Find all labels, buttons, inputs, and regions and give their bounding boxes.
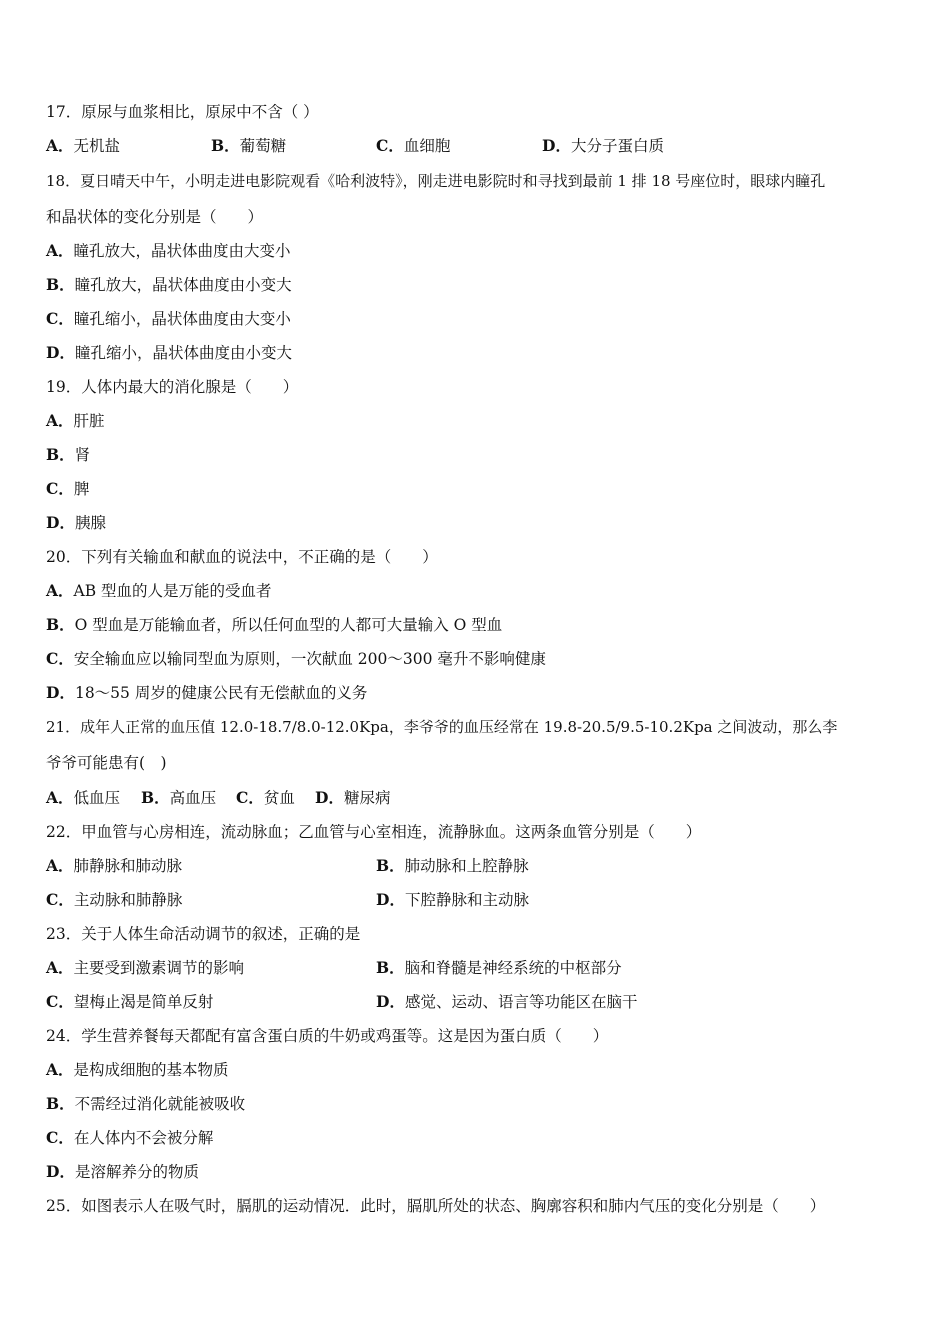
option-label: A．: [46, 1060, 74, 1079]
option-label: C．: [46, 649, 74, 668]
option-text: 瞳孔缩小，晶状体曲度由大变小: [73, 310, 291, 328]
q19-option-d[interactable]: [46, 513, 106, 533]
q23-option-a[interactable]: [46, 958, 244, 978]
q17-stem: 17．原尿与血浆相比，原尿中不含（ ）: [46, 103, 319, 121]
option-label: D．: [315, 788, 344, 807]
option-label: C．: [46, 1128, 74, 1147]
q18-option-b[interactable]: [46, 275, 292, 295]
option-text: 是溶解养分的物质: [74, 1163, 199, 1181]
option-label: B．: [46, 445, 75, 464]
option-text: 不需经过消化就能被吸收: [74, 1095, 246, 1113]
option-label: C．: [46, 479, 74, 498]
q21-option-b[interactable]: [141, 788, 216, 808]
option-text: 主要受到激素调节的影响: [73, 959, 245, 977]
option-text: 脾: [73, 480, 90, 498]
q21-option-a[interactable]: [46, 788, 120, 808]
option-text: 无机盐: [73, 137, 121, 155]
option-label: A．: [46, 136, 74, 155]
q17-option-a[interactable]: [46, 136, 120, 156]
option-text: 感觉、运动、语言等功能区在脑干: [404, 993, 638, 1011]
option-text: 在人体内不会被分解: [73, 1129, 214, 1147]
q21-stem-line2: 爷爷可能患有( ): [46, 754, 167, 772]
option-text: 肾: [74, 446, 91, 464]
option-text: 望梅止渴是简单反射: [73, 993, 214, 1011]
q23-stem: 23．关于人体生命活动调节的叙述，正确的是: [46, 925, 361, 943]
option-label: B．: [46, 275, 75, 294]
option-text: AB 型血的人是万能的受血者: [73, 582, 272, 600]
option-text: 高血压: [169, 789, 217, 807]
q23-option-c[interactable]: [46, 992, 213, 1012]
option-text: 肺静脉和肺动脉: [73, 857, 183, 875]
option-label: A．: [46, 581, 74, 600]
option-label: D．: [46, 343, 75, 362]
q20-option-d[interactable]: [46, 683, 367, 703]
q22-stem: 22．甲血管与心房相连，流动脉血；乙血管与心室相连，流静脉血。这两条血管分别是（ ）: [46, 823, 702, 841]
option-text: 安全输血应以输同型血为原则，一次献血 200～300 毫升不影响健康: [73, 650, 546, 668]
q18-stem-line1: 18．夏日晴天中午，小明走进电影院观看《哈利波特》，刚走进电影院时和寻找到最前 1 排 18 号座位时，眼球内瞳孔: [46, 172, 826, 190]
option-text: 18～55 周岁的健康公民有无偿献血的义务: [74, 684, 368, 702]
q19-stem: 19．人体内最大的消化腺是（ ）: [46, 378, 299, 396]
q21-option-d[interactable]: [315, 788, 390, 808]
option-text: 胰腺: [74, 514, 106, 532]
option-text: 瞳孔缩小，晶状体曲度由小变大: [74, 344, 292, 362]
option-text: 是构成细胞的基本物质: [73, 1061, 229, 1079]
q24-option-b[interactable]: [46, 1094, 245, 1114]
q21-option-c[interactable]: [236, 788, 295, 808]
option-label: D．: [376, 890, 405, 909]
q22-option-d[interactable]: [376, 890, 529, 910]
q17-option-b[interactable]: [211, 136, 286, 156]
option-label: B．: [46, 1094, 75, 1113]
q21-stem-line1: 21．成年人正常的血压值 12.0-18.7/8.0-12.0Kpa，李爷爷的血压经常在 19.8-20.5/9.5-10.2Kpa 之间波动，那么李: [46, 718, 838, 736]
option-label: B．: [211, 136, 240, 155]
option-text: 瞳孔放大，晶状体曲度由小变大: [74, 276, 292, 294]
q24-option-a[interactable]: [46, 1060, 229, 1080]
option-text: 葡萄糖: [239, 137, 287, 155]
q18-option-a[interactable]: [46, 241, 291, 261]
option-label: C．: [46, 309, 74, 328]
q22-option-c[interactable]: [46, 890, 182, 910]
option-text: 低血压: [73, 789, 121, 807]
option-text: 瞳孔放大，晶状体曲度由大变小: [73, 242, 291, 260]
option-text: 贫血: [263, 789, 295, 807]
q19-option-a[interactable]: [46, 411, 105, 431]
q18-stem-line2: 和晶状体的变化分别是（ ）: [46, 208, 264, 226]
option-text: 大分子蛋白质: [570, 137, 664, 155]
option-label: C．: [46, 890, 74, 909]
option-text: 主动脉和肺静脉: [73, 891, 183, 909]
q22-option-b[interactable]: [376, 856, 529, 876]
option-text: 肺动脉和上腔静脉: [404, 857, 529, 875]
option-label: C．: [236, 788, 264, 807]
q24-option-c[interactable]: [46, 1128, 213, 1148]
q23-option-b[interactable]: [376, 958, 622, 978]
option-text: O 型血是万能输血者，所以任何血型的人都可大量输入 O 型血: [74, 616, 503, 634]
q20-option-c[interactable]: [46, 649, 546, 669]
q23-option-d[interactable]: [376, 992, 637, 1012]
q20-stem: 20．下列有关输血和献血的说法中，不正确的是（ ）: [46, 548, 438, 566]
option-label: A．: [46, 411, 74, 430]
q18-option-d[interactable]: [46, 343, 292, 363]
option-label: A．: [46, 241, 74, 260]
q25-stem: 25．如图表示人在吸气时，膈肌的运动情况．此时，膈肌所处的状态、胸廓容积和肺内气压的变化分别是（ ）: [46, 1197, 826, 1215]
option-label: C．: [376, 136, 404, 155]
option-label: D．: [46, 513, 75, 532]
option-label: D．: [46, 1162, 75, 1181]
option-text: 血细胞: [403, 137, 451, 155]
option-text: 糖尿病: [343, 789, 391, 807]
q19-option-b[interactable]: [46, 445, 90, 465]
option-label: A．: [46, 788, 74, 807]
q24-stem: 24．学生营养餐每天都配有富含蛋白质的牛奶或鸡蛋等。这是因为蛋白质（ ）: [46, 1027, 609, 1045]
option-text: 脑和脊髓是神经系统的中枢部分: [404, 959, 622, 977]
option-label: A．: [46, 958, 74, 977]
option-label: D．: [542, 136, 571, 155]
q17-option-d[interactable]: [542, 136, 664, 156]
option-label: D．: [46, 683, 75, 702]
option-label: B．: [376, 856, 405, 875]
q18-option-c[interactable]: [46, 309, 291, 329]
option-label: D．: [376, 992, 405, 1011]
option-label: B．: [376, 958, 405, 977]
q24-option-d[interactable]: [46, 1162, 199, 1182]
option-text: 肝脏: [73, 412, 105, 430]
q20-option-b[interactable]: [46, 615, 502, 635]
option-label: B．: [46, 615, 75, 634]
q22-option-a[interactable]: [46, 856, 182, 876]
option-label: C．: [46, 992, 74, 1011]
q17-option-c[interactable]: [376, 136, 450, 156]
option-label: B．: [141, 788, 170, 807]
q19-option-c[interactable]: [46, 479, 89, 499]
option-label: A．: [46, 856, 74, 875]
option-text: 下腔静脉和主动脉: [404, 891, 529, 909]
q20-option-a[interactable]: [46, 581, 272, 601]
